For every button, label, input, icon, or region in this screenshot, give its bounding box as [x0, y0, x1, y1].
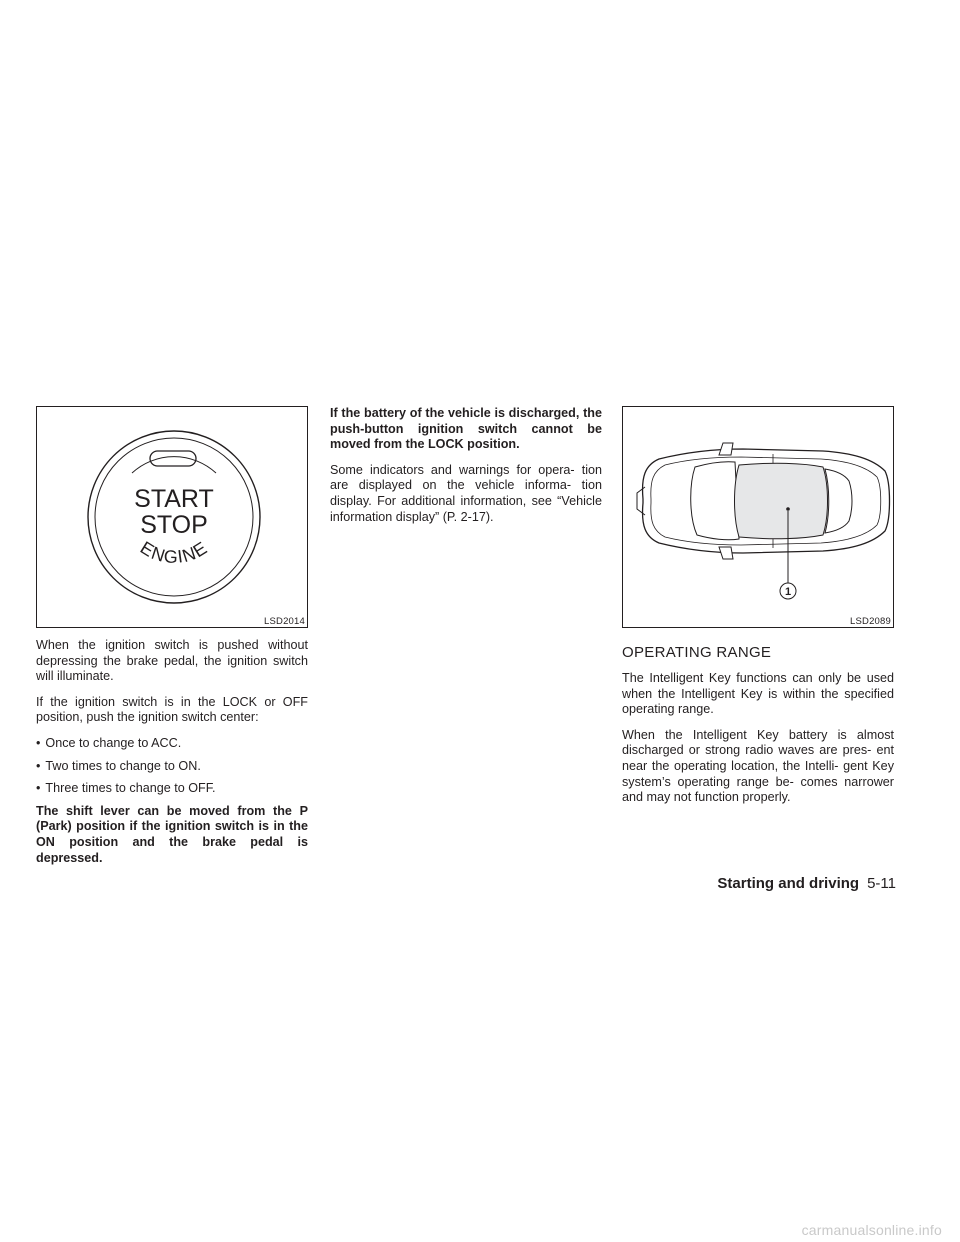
column-left — [36, 406, 308, 876]
column-middle — [330, 406, 602, 535]
column-right — [622, 406, 894, 816]
start-stop-figure — [36, 406, 308, 628]
battery-discharged-note: If the battery of the vehicle is discharged, the push-button ignition switch cannot be moved from the LOCK position. — [330, 406, 602, 452]
start-stop-button-illustration — [37, 407, 307, 627]
battery-warning-text: When the Intelligent Key battery is almost discharged or strong radio waves are pres- ent near the operating location, the Intelli- gent Key system’s operating range be- comes narrower and may not function properly. — [622, 727, 894, 805]
engine-label: ENGINE — [136, 537, 212, 568]
indicators-text: Some indicators and warnings for opera- tion are displayed on the vehicle informa- tion display. For additional information, see “Vehicle information display” (P. 2-17). — [330, 462, 602, 524]
page-number: 5-11 — [867, 875, 896, 892]
shift-lever-note: The shift lever can be moved from the P (Park) position if the ignition switch is in the ON position and the brake pedal is depressed. — [36, 803, 308, 865]
operating-range-area — [735, 463, 828, 538]
list-item: • Two times to change to ON. — [36, 759, 308, 775]
list-item: • Once to change to ACC. — [36, 736, 308, 752]
section-title: Starting and driving — [717, 875, 860, 892]
vehicle-top-view-illustration — [623, 407, 893, 627]
ignition-illuminate-text: When the ignition switch is pushed without depressing the brake pedal, the ignition switch will illuminate. — [36, 638, 308, 684]
page-footer — [717, 875, 896, 893]
mirror-right — [719, 547, 733, 559]
press-count-list — [36, 736, 308, 797]
watermark: carmanualsonline.info — [801, 1222, 942, 1238]
section-heading: OPERATING RANGE — [622, 644, 772, 661]
key-location-dot — [786, 507, 790, 511]
figure-code: LSD2014 — [263, 615, 305, 627]
list-item: • Three times to change to OFF. — [36, 781, 308, 797]
operating-range-figure — [622, 406, 894, 628]
stop-label: STOP — [140, 511, 208, 539]
figure-code: LSD2089 — [849, 615, 891, 627]
operating-range-text: The Intelligent Key functions can only be used when the Intelligent Key is within the specified operating range. — [622, 671, 894, 717]
ignition-position-text: If the ignition switch is in the LOCK or OFF position, push the ignition switch center: — [36, 694, 308, 725]
start-label: START — [134, 485, 214, 513]
callout-number: 1 — [784, 586, 792, 598]
mirror-left — [719, 443, 733, 455]
windshield — [691, 462, 739, 540]
